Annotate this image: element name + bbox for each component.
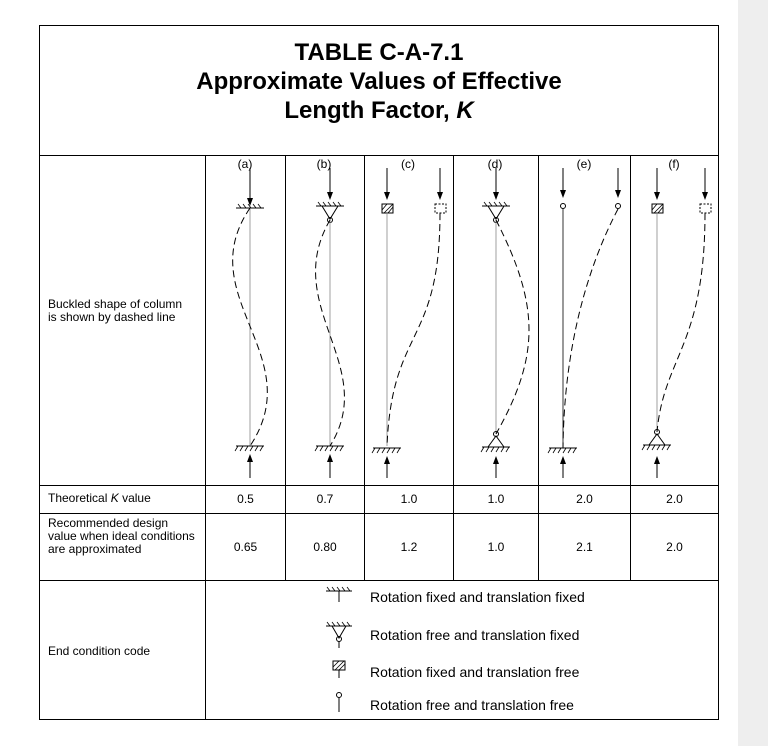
col-header-d: (d): [487, 157, 503, 171]
end-condition-icons: [310, 582, 370, 717]
guided-support-icon: [333, 661, 345, 678]
theoretical-value-b: 0.7: [316, 492, 334, 506]
label-theoretical-post: value: [122, 491, 151, 505]
legend-fixed-free: Rotation fixed and translation free: [370, 664, 580, 680]
column-a-diagram: [233, 168, 268, 478]
title-line-1: TABLE C-A-7.1: [294, 39, 464, 66]
legend-fixed-fixed: Rotation fixed and translation fixed: [370, 589, 585, 605]
column-f-diagram: [642, 168, 711, 478]
label-theoretical-k: [40, 492, 205, 505]
title-line-3-text: Length Factor,: [284, 97, 450, 124]
col-header-f: (f): [668, 157, 680, 171]
legend-free-fixed: Rotation free and translation fixed: [370, 627, 580, 643]
buckled-shape-diagrams: [40, 26, 718, 486]
rule-recommended: [40, 513, 718, 514]
fixed-support-icon: [326, 587, 352, 602]
theoretical-value-d: 1.0: [487, 492, 505, 506]
recommended-value-b: 0.80: [313, 540, 337, 554]
k-factor-table: [39, 25, 719, 720]
side-panel: [738, 0, 768, 746]
rule-end-condition: [40, 580, 718, 581]
recommended-value-c: 1.2: [400, 540, 418, 554]
column-d-diagram: [481, 168, 529, 478]
legend-free-free: Rotation free and translation free: [370, 697, 574, 713]
theoretical-value-a: 0.5: [237, 492, 254, 506]
label-theoretical-pre: Theoretical: [48, 491, 108, 505]
col-header-a: (a): [237, 157, 253, 171]
recommended-value-d: 1.0: [487, 540, 505, 554]
recommended-value-f: 2.0: [666, 540, 683, 554]
free-end-icon: [337, 693, 342, 713]
col-header-e: (e): [576, 157, 592, 171]
title-line-2: Approximate Values of Effective: [196, 68, 562, 95]
col-header-b: (b): [316, 157, 332, 171]
label-theoretical-k-symbol: K: [110, 491, 119, 505]
pin-support-icon: [326, 622, 352, 648]
label-recommended: Recommended design value when ideal conditions are approximated: [48, 516, 195, 556]
col-header-c: (c): [401, 157, 415, 171]
theoretical-value-e: 2.0: [576, 492, 593, 506]
recommended-value-e: 2.1: [576, 540, 593, 554]
label-buckled-shape: Buckled shape of column is shown by dashed line: [48, 297, 183, 324]
theoretical-value-c: 1.0: [400, 492, 418, 506]
title-k-symbol: K: [456, 97, 474, 124]
column-e-diagram: [548, 168, 621, 478]
column-b-diagram: [315, 168, 344, 478]
recommended-value-a: 0.65: [233, 540, 258, 554]
column-c-diagram: [372, 168, 446, 478]
label-end-condition: End condition code: [48, 644, 151, 658]
theoretical-value-f: 2.0: [666, 492, 683, 506]
